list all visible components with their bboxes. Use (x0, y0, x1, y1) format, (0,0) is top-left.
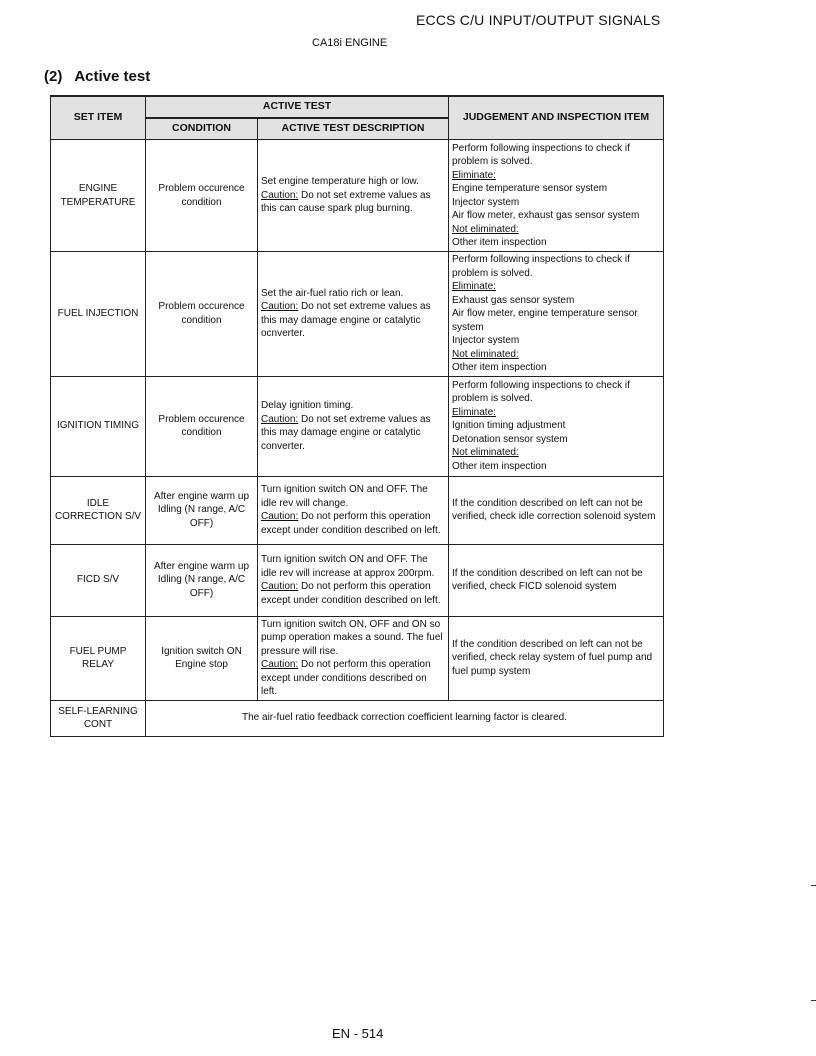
judgement-cell: If the condition described on left can not be verified, check relay system of fuel pump and fuel pump system (449, 616, 664, 700)
engine-label: CA18i ENGINE (312, 37, 388, 49)
set-item-cell: FICD S/V (51, 544, 146, 616)
condition-cell: Ignition switch ON Engine stop (146, 616, 258, 700)
judgement-cell: Perform following inspections to check if problem is solved. Eliminate: Ignition timing adjustment Detonation sensor system Not eliminated: Other item inspection (449, 376, 664, 476)
self-learning-description: The air-fuel ratio feedback correction coefficient learning factor is cleared. (146, 700, 664, 736)
not-eliminated-label: Not eliminated: (452, 447, 519, 459)
description-cell: Set the air-fuel ratio rich or lean. Caution: Do not set extreme values as this may damage engine or catalytic ocnverter. (258, 252, 449, 377)
eliminate-label: Eliminate: (452, 169, 496, 181)
header-set-item: SET ITEM (51, 96, 146, 140)
caution-label: Caution: (261, 511, 299, 522)
table-row (51, 140, 664, 252)
eliminate-label: Eliminate: (452, 406, 496, 418)
not-eliminated-label: Not eliminated: (452, 223, 519, 235)
judgement-cell: Perform following inspections to check if problem is solved. Eliminate: Engine temperature sensor system Injector system Air flow meter, exhaust gas sensor system Not eliminated: Other item inspection (449, 140, 664, 252)
margin-mark (811, 1000, 816, 1001)
table-row (51, 476, 664, 544)
table-row (51, 252, 664, 377)
set-item-cell: FUEL PUMP RELAY (51, 616, 146, 700)
judgement-cell: Perform following inspections to check if problem is solved. Eliminate: Exhaust gas sensor system Air flow meter, engine temperature sensor system Injector system Not eliminated: Other item inspection (449, 252, 664, 377)
caution-label: Caution: (261, 301, 299, 313)
condition-cell: Problem occurence condition (146, 140, 258, 252)
header-description: ACTIVE TEST DESCRIPTION (258, 118, 449, 140)
table-row (51, 616, 664, 700)
set-item-cell: SELF-LEARNING CONT (51, 700, 146, 736)
active-test-table (50, 95, 664, 737)
caution-label: Caution: (261, 413, 299, 425)
judgement-cell: If the condition described on left can not be verified, check FICD solenoid system (449, 544, 664, 616)
set-item-cell: ENGINE TEMPERATURE (51, 140, 146, 252)
judgement-cell: If the condition described on left can not be verified, check idle correction solenoid system (449, 476, 664, 544)
page-number: EN - 514 (332, 1026, 384, 1041)
section-number: (2) (44, 68, 63, 85)
set-item-cell: IGNITION TIMING (51, 376, 146, 476)
margin-mark (811, 885, 816, 886)
caution-label: Caution: (261, 189, 299, 201)
description-cell: Set engine temperature high or low. Caution: Do not set extreme values as this can cause spark plug burning. (258, 140, 449, 252)
condition-cell: After engine warm up Idling (N range, A/C OFF) (146, 476, 258, 544)
header-condition: CONDITION (146, 118, 258, 140)
set-item-cell: IDLE CORRECTION S/V (51, 476, 146, 544)
description-cell: Turn ignition switch ON and OFF. The idle rev will change. Caution: Do not perform this operation except under condition described on left. (258, 476, 449, 544)
description-cell: Delay ignition timing. Caution: Do not set extreme values as this may damage engine or catalytic converter. (258, 376, 449, 476)
caution-label: Caution: (261, 659, 299, 670)
condition-cell: Problem occurence condition (146, 376, 258, 476)
header-active-test: ACTIVE TEST (146, 96, 449, 118)
header-judgement: JUDGEMENT AND INSPECTION ITEM (449, 96, 664, 140)
condition-cell: Problem occurence condition (146, 252, 258, 377)
section-title (44, 68, 150, 85)
eliminate-label: Eliminate: (452, 281, 496, 292)
table-row (51, 376, 664, 476)
condition-cell: After engine warm up Idling (N range, A/C OFF) (146, 544, 258, 616)
table-row (51, 544, 664, 616)
not-eliminated-label: Not eliminated: (452, 348, 519, 360)
description-cell: Turn ignition switch ON, OFF and ON so pump operation makes a sound. The fuel pressure will rise. Caution: Do not perform this operation except under conditions described on left. (258, 616, 449, 700)
page-header-title: ECCS C/U INPUT/OUTPUT SIGNALS (416, 12, 661, 28)
description-cell: Turn ignition switch ON and OFF. The idle rev will increase at approx 200rpm. Caution: Do not perform this operation except under condition described on left. (258, 544, 449, 616)
section-title-text: Active test (74, 68, 151, 85)
caution-label: Caution: (261, 581, 299, 592)
table-row (51, 700, 664, 736)
set-item-cell: FUEL INJECTION (51, 252, 146, 377)
